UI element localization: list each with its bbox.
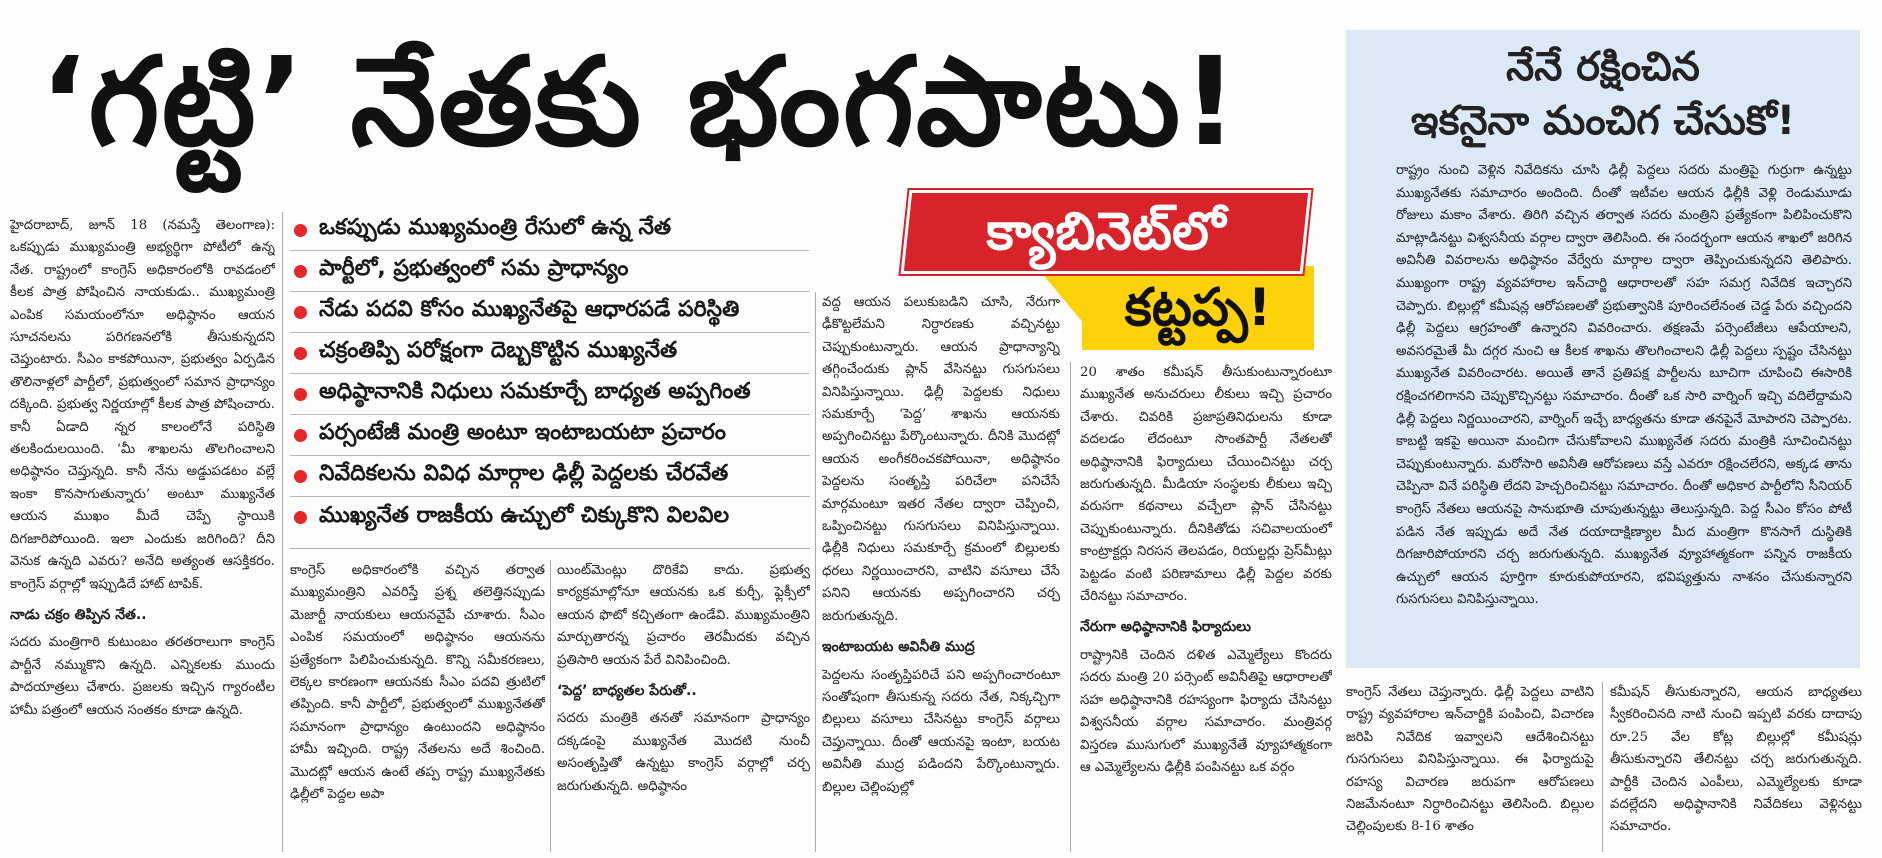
highlight-item: నివేదికలను వివిధ మార్గాల ఢిల్లీ పెద్దలకు చేరవేత (290, 456, 810, 497)
bullet-dot-icon (294, 470, 307, 483)
article-column-7 (1610, 682, 1862, 855)
article-column-2 (290, 560, 545, 855)
col4-paragraph-2: పెద్దలను సంతృప్తిపరిచే పని అప్పగించారంటూ సంతోషంగా తీసుకున్న సదరు నేత, నిక్కచ్చిగా బిల్లులు వసూలు చేసినట్టు కాంగ్రెస్ వర్గాలు చెప్తున్నాయి. దీంతో ఆయనపై ఇంటా, బయట అవినీతి ముద్ర పడిందని పేర్కొంటున్నారు. బిల్లుల చెల్లింపుల్లో (822, 667, 1060, 795)
badge-yellow-text: కట్టప్ప! (1124, 278, 1272, 338)
col3-paragraph-2: సదరు మంత్రికి తనతో సమానంగా ప్రాధాన్యం దక్కడంపై ముఖ్యనేత మొదటి నుంచీ అసంతృప్తితో ఉన్నట్టు కాంగ్రెస్ వర్గాల్లో చర్చ జరుగుతున్నది. అధిష్ఠానం (557, 711, 810, 794)
article-column-4 (822, 292, 1060, 855)
page-headline: ‘గట్టి’ నేతకు భంగపాటు! (40, 31, 1240, 173)
col1-paragraph-2: సదరు మంత్రిగారి కుటుంబం తరతరాలుగా కాంగ్రెస్ పార్టీనే నమ్ముకొని ఉన్నది. ఎన్నికలకు ముందు పాదయాత్రలు చేశారు. ప్రజలకు ఇచ్చిన గ్యారంటీల హామీ పత్రంలో ఆయన సంతకం కూడా ఉన్నది. (10, 635, 275, 718)
bullet-dot-icon (294, 511, 307, 524)
sidebar-headline (1346, 40, 1860, 148)
col1-subhead: నాడు చక్రం తిప్పిన నేత.. (10, 606, 147, 623)
highlight-item: నేడు పదవి కోసం ముఖ్యనేతపై ఆధారపడే పరిస్థితి (290, 292, 810, 333)
col3-subhead: ‘పెద్ద’ బాధ్యతల పేరుతో.. (557, 683, 697, 700)
col4-paragraph-1: వద్ద ఆయన పలుకుబడిని చూసి, నేరుగా ఢీకొట్టలేమని నిర్ధారణకు వచ్చినట్టు చెప్పుకుంటున్నారు. ఆయన ప్రాధాన్యాన్ని తగ్గించేందుకు ప్లాన్ వేసినట్టు గుసగుసలు వినిపిస్తున్నాయి. ఢిల్లీ పెద్దలకు నిధులు సమకూర్చే ‘పెద్ద’ శాఖను ఆయనకు అప్పగించినట్టు పేర్కొంటున్నారు. దీనికి మొదట్లో ఆయన అంగీకరించకపోయినా, అధిష్ఠానం పెద్దలను సంతృప్తి పరిచేలా పనిచేసే మార్గమంటూ ఇతర నేతల ద్వారా చెప్పించి, ఒప్పించినట్టు గుసగుసలు వినిపిస్తున్నాయి. ఢిల్లీకి నిధులు సమకూర్చే క్రమంలో బిల్లులకు ధరలు నిర్ణయించారని, వాటిని వసూలు చేసే పనిని ఆయనకు అప్పగించారని చర్చ జరుగుతున్నది. (822, 295, 1060, 624)
col5-paragraph-1: 20 శాతం కమీషన్ తీసుకుంటున్నారంటూ ముఖ్యనేత అనుచరులు లీకులు ఇచ్చి ప్రచారం చేశారు. చివరికి ప్రజాప్రతినిధులను కూడా వదలడం లేదంటూ సొంతపార్టీ నేతలతో అధిష్ఠానానికి ఫిర్యాదులు చేయించినట్టు చర్చ జరుగుతున్నది. మీడియా సంస్థలకు లీకులు ఇచ్చి వరుసగా కథనాలు వచ్చేలా ప్లాన్ చేసినట్టు చెప్పుకుంటున్నారు. దీనికితోడు సచివాలయంలో కాంట్రాక్టర్లు నిరసన తెలపడం, రియల్టర్లు ప్రెస్‌మీట్లు పెట్టడం వంటి పరిణామాలు ఢిల్లీ పెద్దల వరకు చేరినట్టు సమాచారం. (1080, 365, 1332, 605)
highlight-item: ముఖ్యనేత రాజకీయ ఉచ్చులో చిక్కుకొని విలవిల (290, 497, 810, 538)
col1-paragraph-1: హైదరాబాద్, జూన్ 18 (నమస్తే తెలంగాణ): ఒకప్పుడు ముఖ్యమంత్రి అభ్యర్థిగా పోటీలో ఉన్న నేత. రాష్ట్రంలో కాంగ్రెస్ అధికారంలోకి రావడంలో కీలక పాత్ర పోషించిన నాయకుడు.. ముఖ్యమంత్రి ఎంపిక సమయంలోనూ అధిష్ఠానం ఆయన సూచనలను పరిగణనలోకి తీసుకున్నదని చెప్తుంటారు. సీఎం కాకపోయినా, ప్రభుత్వం ఏర్పడిన తొలినాళ్లలో పార్టీలో, ప్రభుత్వంలో సమాన ప్రాధాన్యం దక్కింది. ప్రభుత్వ నిర్ణయాల్లో కీలక పాత్ర పోషించారు. కానీ ఏడాది న్నర కాలంలోనే పరిస్థితి తలకిందులయింది. ‘మీ శాఖలను తొలగించాలని అధిష్ఠానం చెప్తున్నది. కానీ నేను అడ్డుపడటం వల్లే ఇంకా కొనసాగుతున్నారు’ అంటూ ముఖ్యనేత ఆయన ముఖం మీదే చెప్పే స్థాయికి దిగజారిపోయింది. ఇలా ఎందుకు జరిగింది? దీని వెనుక ఉన్నది ఎవరు? అనేది అత్యంత ఆసక్తికరం. కాంగ్రెస్ వర్గాల్లో ఇప్పుడిదే హాట్ టాపిక్. (10, 218, 275, 592)
bullet-dot-icon (294, 224, 307, 237)
article-column-1 (10, 215, 275, 855)
article-column-3 (557, 560, 810, 855)
highlight-item: చక్రంతిప్పి పరోక్షంగా దెబ్బకొట్టిన ముఖ్యనేత (290, 333, 810, 374)
highlight-item: పర్సంటేజీ మంత్రి అంటూ ఇంటాబయటా ప్రచారం (290, 415, 810, 456)
sidebar-body: రాష్ట్రం నుంచి వెళ్లిన నివేదికను చూసి ఢిల్లీ పెద్దలు సదరు మంత్రిపై గుర్రుగా ఉన్నట్టు ముఖ్యనేతకు సమాచారం అందింది. దీంతో ఇటీవల ఆయన ఢిల్లీకి వెళ్లి రెండుమూడు రోజులు మకాం వేశారు. తిరిగి వచ్చిన తర్వాత సదరు మంత్రిని ప్రత్యేకంగా పిలిపించుకొని మాట్లాడినట్టు విశ్వసనీయ వర్గాల ద్వారా తెలిసింది. ఈ సందర్భంగా ఆయన శాఖలో జరిగిన అవినీతి వివరాలను అధిష్ఠానం వేర్వేరు మార్గాల ద్వారా తెప్పించుకున్నదని తెలిపారు. ముఖ్యంగా రాష్ట్ర వ్యవహారాల ఇన్‌చార్జి ఆధారాలతో సహ సమగ్ర నివేదిక ఇచ్చారని చెప్పారు. బిల్లుల్లో కమీషన్ల ఆరోపణలతో ప్రభుత్వానికి పూరించలేనంత చెడ్డ పేరు వచ్చిందని ఢిల్లీ పెద్దలు ఆగ్రహంతో ఉన్నారని వివరించారు. తక్షణమే పర్సెంటేజీలు ఆపేయాలని, అవసరమైతే మీ దగ్గర నుంచి ఆ కీలక శాఖను తొలగించాలని ఢిల్లీ పెద్దలు స్పష్టం చేసినట్టు ముఖ్యనేత వివరించారట. అయితే తానే ప్రతిపక్ష పార్టీలను బూచిగా చూపించి ఈసారికి రక్షించగలిగానని చెప్పుకొచ్చినట్టు సమాచారం. దీంతో ఒక సారి వార్నింగ్ ఇచ్చి వదిలేద్దామని ఢిల్లీ పెద్దలు నిర్ణయించారని, వార్నింగ్ ఇచ్చే బాధ్యతను కూడా తనపైనే మోపారని చెప్పారట. కాబట్టి ఇకపై అయినా మంచిగా చేసుకోవాలని ముఖ్యనేత సదరు మంత్రికి సూచించినట్టు చెప్పుకుంటున్నారు. మరోసారి అవినీతి ఆరోపణలు వస్తే ఎవరూ రక్షించలేరని, అక్కడ తాను చెప్పినా వినే పరిస్థితి లేదని హెచ్చరించినట్టు సమాచారం. దీంతో అధికార పార్టీలోని సీనియర్ కాంగ్రెస్ నేతలు ఆయనపై సానుభూతి చూపుతున్నట్టు తెలుస్తున్నది. పెద్ద సీఎం కోసం పోటీ పడిన నేత ఇప్పుడు అదే నేత దయాదాక్షిణ్యాల మీద మంత్రిగా కొనసాగే దుస్థితికి దిగజారిపోయారని చర్చ జరుగుతున్నది. ముఖ్యనేత వ్యూహాత్మకంగా పన్నిన రాజకీయ ఉచ్చులో ఆయన పూర్తిగా కూరుకుపోయారని, భవిష్యత్తును నాశనం చేసుకున్నారని గుసగుసలు వినిపిస్తున్నాయి. (1396, 163, 1852, 608)
article-column-6 (1346, 682, 1594, 855)
col4-subhead: ఇంటాబయట అవినీతి ముద్ర (822, 639, 975, 656)
bullet-dot-icon (294, 347, 307, 360)
col7-paragraph-1: కమీషన్ తీసుకున్నారని, ఆయన బాధ్యతలు స్వీకరించినది నాటి నుంచి ఇప్పటి వరకు దాదాపు రూ.25 వేల కోట్ల బిల్లుల్లో కమీషన్లు తీసుకున్నారని తేలినట్టు చర్చ జరుగుతున్నది. పార్టీకి చెందిన ఎంపీలు, ఎమ్మెల్యేలకు కూడా వదల్లేదని అధిష్ఠానానికి నివేదికలు వెళ్లినట్టు సమాచారం. (1610, 685, 1862, 835)
bullets-bottom-rule (290, 548, 810, 549)
highlight-item: ఒకప్పుడు ముఖ్యమంత్రి రేసులో ఉన్న నేత (290, 210, 810, 251)
bullet-dot-icon (294, 429, 307, 442)
column-divider (282, 212, 283, 852)
sidebar-headline-line1: నేనే రక్షించిన (1506, 44, 1700, 90)
column-divider (1602, 682, 1603, 852)
column-divider (550, 560, 551, 852)
highlight-item: పార్టీలో, ప్రభుత్వంలో సమ ప్రాధాన్యం (290, 251, 810, 292)
article-column-5 (1080, 362, 1332, 855)
highlight-item: అధిష్ఠానానికి నిధులు సమకూర్చే బాధ్యత అప్పగింత (290, 374, 810, 415)
col3-paragraph-1: యింట్‌మెంట్లు దొరికేవి కాదు. ప్రభుత్వ కార్యక్రమాల్లోనూ ఆయనకు ఒక కుర్చీ, ఫ్లెక్సీలో ఆయన ఫొటో కచ్చితంగా ఉండేవి. ముఖ్యమంత్రిని మార్చుతారన్న ప్రచారం తెరమీదకు వచ్చిన ప్రతిసారి ఆయన పేరే వినిపించింది. (557, 563, 810, 668)
bullet-dot-icon (294, 388, 307, 401)
col6-paragraph-1: కాంగ్రెస్ నేతలు చెప్తున్నారు. ఢిల్లీ పెద్దలు వాటిని రాష్ట్ర వ్యవహారాల ఇన్‌చార్జికి పంపించి, విచారణ జరిపి నివేదిక ఇవ్వాలని ఆదేశించినట్టు గుసగుసలు వినిపిస్తున్నాయి. ఈ ఫిర్యాదుపై రహస్య విచారణ జరుపగా ఆరోపణలు నిజమేనంటూ నిర్ధారించినట్టు తెలిసింది. బిల్లుల చెల్లింపులకు 8-16 శాతం (1346, 685, 1594, 835)
sidebar-headline-line2: ఇకనైనా మంచిగ చేసుకో! (1411, 98, 1795, 144)
column-divider (1070, 362, 1071, 852)
bullet-dot-icon (294, 265, 307, 278)
bullet-dot-icon (294, 306, 307, 319)
col5-paragraph-2: రాష్ట్రానికి చెందిన దళిత ఎమ్మెల్యేలు కొందరు సదరు మంత్రి 20 పర్సెంట్ అవినీతిపై ఆధారాలతో సహ అధిష్ఠానానికి రహస్యంగా ఫిర్యాదు చేసినట్టు విశ్వసనీయ వర్గాల సమాచారం. మంత్రివర్గ విస్తరణ ముసుగులో ముఖ్యనేతే వ్యూహాత్మకంగా ఆ ఎమ్మెల్యేలను ఢిల్లీకి పంపినట్టు ఒక వర్గం (1080, 647, 1332, 775)
badge-red-text: క్యాబినెట్‌లో (986, 202, 1226, 262)
column-divider (815, 292, 816, 852)
highlights-list (290, 210, 810, 538)
col2-paragraph-1: కాంగ్రెస్ అధికారంలోకి వచ్చిన తర్వాత ముఖ్యమంత్రిని ఎవరిస్తే ప్రశ్న తలెత్తినప్పుడు మెజార్టీ నాయకులు ఆయనవైపే చూశారు. సీఎం ఎంపిక సమయంలో అధిష్ఠానం ఆయనను ప్రత్యేకంగా పిలిపించుకున్నది. కొన్ని సమీకరణలు, లెక్కల కారణంగా ఆయనకు సీఎం పదవి త్రుటిలో తప్పింది. కానీ పార్టీలో, ప్రభుత్వంలో ముఖ్యనేతతో సమానంగా ప్రాధాన్యం ఉంటుందని అధిష్ఠానం హామీ ఇచ్చింది. రాష్ట్ర నేతలను అదే శించింది. మొదట్లో ఆయన ఉంటే తప్ప రాష్ట్ర ముఖ్యనేతకు ఢిల్లీలో పెద్దల అపా (290, 563, 545, 803)
col5-subhead: నేరుగా అధిష్ఠానానికి ఫిర్యాదులు (1080, 619, 1251, 636)
